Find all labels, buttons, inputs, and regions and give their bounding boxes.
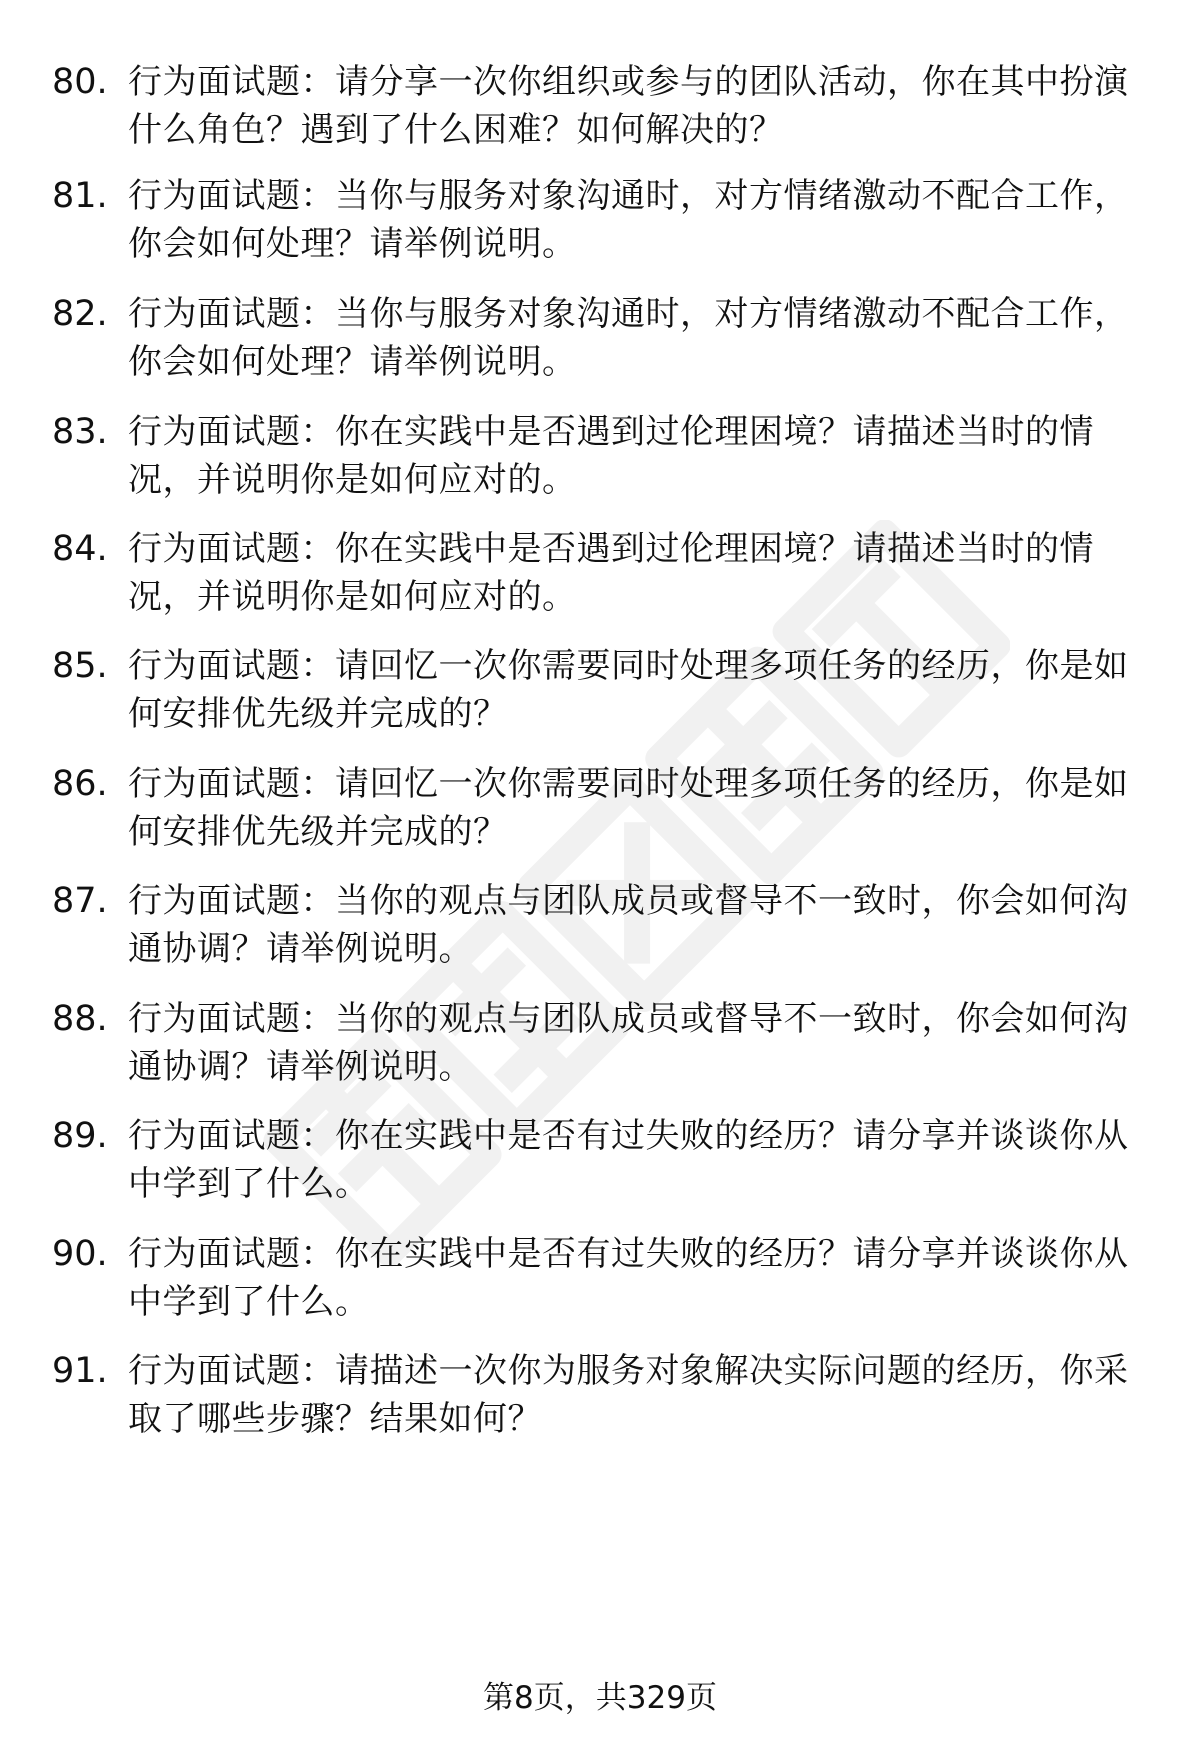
question-item — [0, 58, 1200, 158]
question-number: 87. — [52, 881, 108, 921]
question-item — [0, 172, 1200, 272]
question-item — [0, 1347, 1200, 1447]
question-text: 行为面试题：请回忆一次你需要同时处理多项任务的经历，你是如何安排优先级并完成的？ — [128, 646, 1129, 734]
question-number: 80. — [52, 62, 108, 102]
question-text: 行为面试题：你在实践中是否有过失败的经历？请分享并谈谈你从中学到了什么。 — [128, 1116, 1129, 1204]
question-item — [0, 525, 1200, 625]
question-text: 行为面试题：你在实践中是否遇到过伦理困境？请描述当时的情况，并说明你是如何应对的。 — [128, 412, 1094, 500]
question-item — [0, 760, 1200, 860]
question-text: 行为面试题：当你与服务对象沟通时，对方情绪激动不配合工作，你会如何处理？请举例说明。 — [128, 176, 1129, 264]
question-text: 行为面试题：你在实践中是否遇到过伦理困境？请描述当时的情况，并说明你是如何应对的。 — [128, 529, 1094, 617]
question-text: 行为面试题：请回忆一次你需要同时处理多项任务的经历，你是如何安排优先级并完成的？ — [128, 764, 1129, 852]
question-item — [0, 1112, 1200, 1212]
question-number: 88. — [52, 999, 108, 1039]
question-text: 行为面试题：请分享一次你组织或参与的团队活动，你在其中扮演什么角色？遇到了什么困难？如何解决的？ — [128, 62, 1129, 150]
question-number: 81. — [52, 176, 108, 216]
question-number: 86. — [52, 764, 108, 804]
question-number: 91. — [52, 1351, 108, 1391]
question-number: 85. — [52, 646, 108, 686]
question-text: 行为面试题：当你与服务对象沟通时，对方情绪激动不配合工作，你会如何处理？请举例说明。 — [128, 294, 1129, 382]
question-number: 83. — [52, 412, 108, 452]
question-number: 82. — [52, 294, 108, 334]
question-number: 90. — [52, 1234, 108, 1274]
question-item — [0, 408, 1200, 508]
question-number: 84. — [52, 529, 108, 569]
page-indicator: 第8页，共329页 — [483, 1680, 717, 1716]
question-text: 行为面试题：当你的观点与团队成员或督导不一致时，你会如何沟通协调？请举例说明。 — [128, 881, 1129, 969]
question-text: 行为面试题：你在实践中是否有过失败的经历？请分享并谈谈你从中学到了什么。 — [128, 1234, 1129, 1322]
question-item — [0, 1230, 1200, 1330]
question-item — [0, 877, 1200, 977]
question-text: 行为面试题：当你的观点与团队成员或督导不一致时，你会如何沟通协调？请举例说明。 — [128, 999, 1129, 1087]
question-number: 89. — [52, 1116, 108, 1156]
question-item — [0, 995, 1200, 1095]
question-text: 行为面试题：请描述一次你为服务对象解决实际问题的经历，你采取了哪些步骤？结果如何？ — [128, 1351, 1129, 1439]
question-item — [0, 290, 1200, 390]
question-item — [0, 642, 1200, 742]
